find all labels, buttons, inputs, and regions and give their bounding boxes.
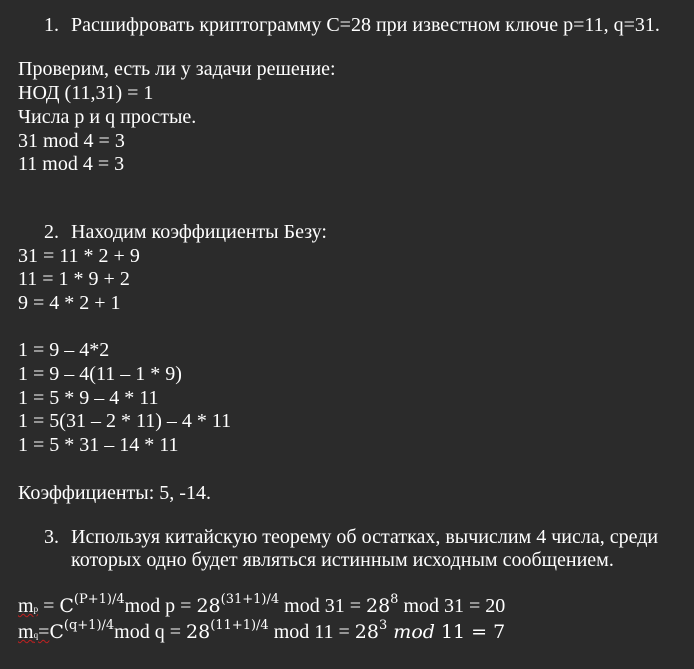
back-sub-line: 1 = 9 – 4*2 (18, 339, 110, 361)
item-3-number: 3. (44, 526, 59, 548)
back-sub-line: 1 = 5 * 9 – 4 * 11 (18, 387, 159, 409)
item-2-text: Находим коэффициенты Безу: (71, 221, 327, 243)
formula-mq: $mq=C^{(q+1)/4}mod$ $q = 28^{(11+1)/4}$ mod $11 = 28^3$ mod 11 = 7 (18, 618, 506, 643)
back-sub-line: 1 = 9 – 4(11 – 1 * 9) (18, 363, 182, 385)
item-3-text: Используя китайскую теорему об остатках, вычислим 4 числа, среди которых одно будет являться истинным исходным сообщением. (71, 526, 659, 571)
coefficients-line: Коэффициенты: 5, -14. (18, 482, 211, 504)
item-1-text: Расшифровать криптограмму C=28 при известном ключе p=11, q=31. (71, 14, 660, 36)
euclid-line: 31 = 11 * 2 + 9 (18, 245, 140, 267)
back-sub-line: 1 = 5(31 – 2 * 11) – 4 * 11 (18, 410, 232, 432)
euclid-line: 11 = 1 * 9 + 2 (18, 268, 130, 290)
euclid-line: 9 = 4 * 2 + 1 (18, 292, 121, 314)
mq-symbol: mq= (18, 621, 50, 643)
primes-line: Числа p и q простые. (18, 106, 197, 128)
formula-mp: mp = $C^{(P+1)/4}mod$ $p = 28^{(31+1)/4}$ mod $31 = 28^8$ mod 31 = 20 (18, 592, 506, 617)
mp-symbol: mp (18, 595, 39, 617)
back-sub-line: 1 = 5 * 31 – 14 * 11 (18, 434, 179, 456)
item-2-number: 2. (44, 221, 59, 243)
mod-line-2: 11 mod 4 = 3 (18, 153, 125, 175)
item-2 (44, 220, 327, 244)
gcd-line: НОД (11,31) = 1 (18, 82, 154, 104)
item-1-number: 1. (44, 14, 59, 36)
check-heading: Проверим, есть ли у задачи решение: (18, 58, 336, 80)
mod-line-1: 31 mod 4 = 3 (18, 130, 125, 152)
item-3 (44, 526, 684, 572)
item-1 (44, 13, 660, 37)
